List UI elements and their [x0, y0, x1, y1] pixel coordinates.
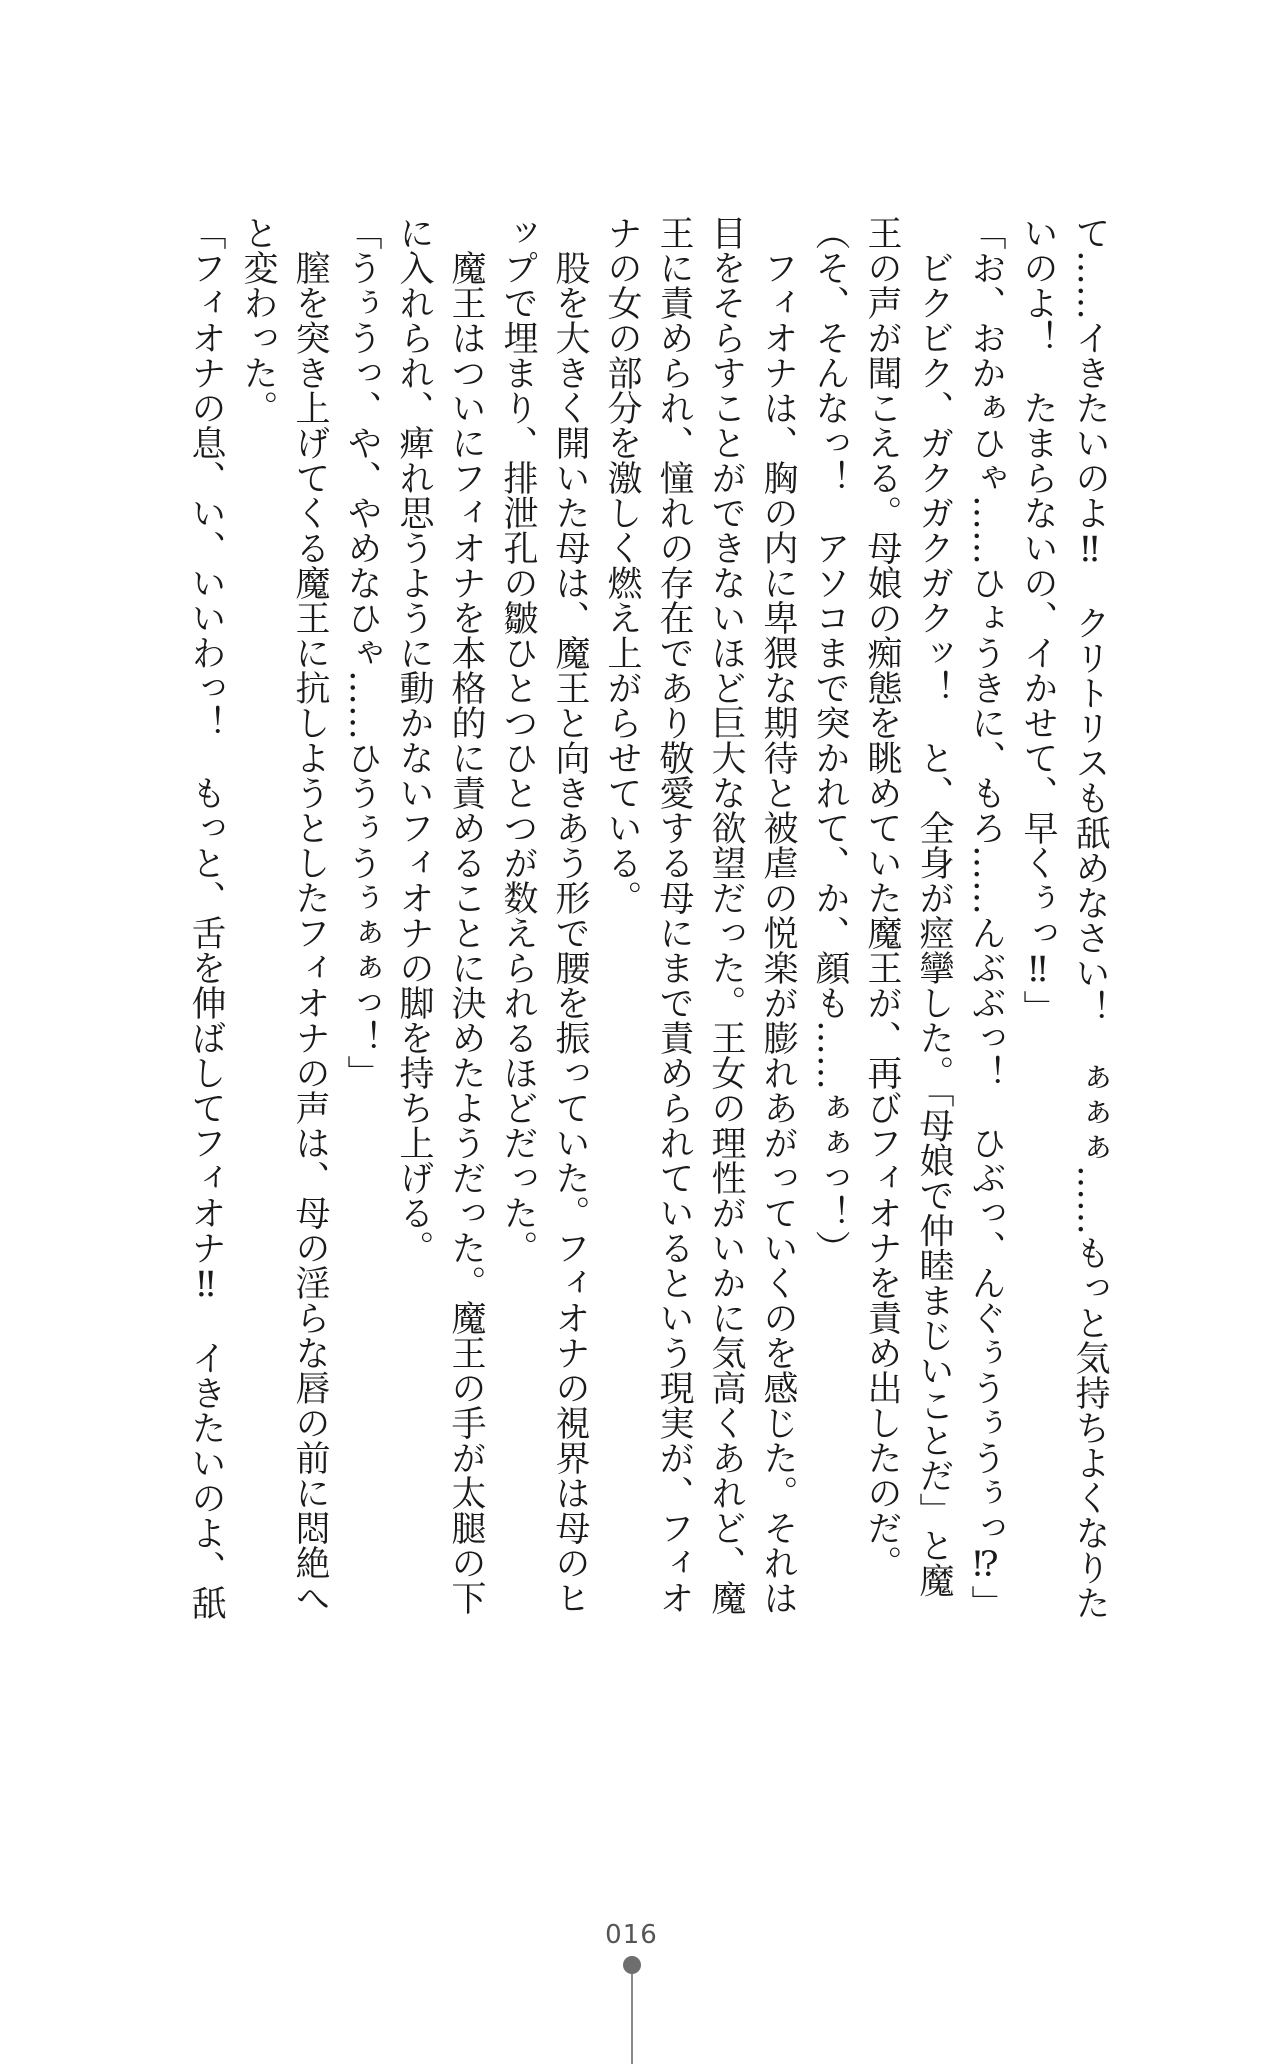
text-line: ップで埋まり、排泄孔の皺ひとつひとつが数えられるほどだった。 — [498, 215, 538, 1265]
text-line: 股を大きく開いた母は、魔王と向きあう形で腰を振っていた。フィオナの視界は母のヒ — [550, 215, 590, 1615]
text-line: （そ、そんなっ！ アソコまで突かれて、か、顔も……ぁぁっ！） — [810, 215, 850, 1265]
text-line: 目をそらすことができないほど巨大な欲望だった。王女の理性がいかに気高くあれど、魔 — [706, 215, 746, 1615]
text-line: 王の声が聞こえる。母娘の痴態を眺めていた魔王が、再びフィオナを責め出したのだ。 — [862, 215, 902, 1580]
page-number: 016 — [605, 1920, 658, 1950]
text-line: 「お、おかぁひゃ……ひょうきに、もろ……んぶぶっ！ ひぶっ、んぐぅうぅうぅっ⁉」 — [966, 215, 1006, 1620]
text-line: 「うぅうっ、や、やめなひゃ……ひうぅうぅぁぁっ！」 — [342, 215, 382, 1090]
text-line: ナの女の部分を激しく燃え上がらせている。 — [602, 215, 642, 915]
page-marker-rule — [631, 1974, 633, 2064]
text-line: 王に責められ、憧れの存在であり敬愛する母にまで責められているという現実が、フィオ — [654, 215, 694, 1615]
text-line: 「フィオナの息、い、いいわっ！ もっと、舌を伸ばしてフィオナ‼ イきたいのよ、舐 — [186, 215, 226, 1620]
text-line: に入れられ、痺れ思うように動かないフィオナの脚を持ち上げる。 — [394, 215, 434, 1265]
text-line: 膣を突き上げてくる魔王に抗しようとしたフィオナの声は、母の淫らな唇の前に悶絶へ — [290, 215, 330, 1615]
text-line: 魔王はついにフィオナを本格的に責めることに決めたようだった。魔王の手が太腿の下 — [446, 215, 486, 1615]
text-line: と変わった。 — [238, 215, 278, 425]
text-line: いのよ！ たまらないの、イかせて、早くぅっ‼」 — [1018, 215, 1058, 1025]
text-line: て……イきたいのよ‼ クリトリスも舐めなさい！ ぁぁぁ……もっと気持ちよくなりた — [1070, 215, 1110, 1620]
text-line: ビクビク、ガクガクガクッ！ と、全身が痙攣した。「母娘で仲睦まじいことだ」と魔 — [914, 215, 954, 1598]
page-footer — [0, 1920, 1263, 2064]
vertical-text-body — [180, 215, 1116, 1715]
text-line: フィオナは、胸の内に卑猥な期待と被虐の悦楽が膨れあがっていくのを感じた。それは — [758, 215, 798, 1615]
page-marker-dot-icon — [623, 1956, 641, 1974]
